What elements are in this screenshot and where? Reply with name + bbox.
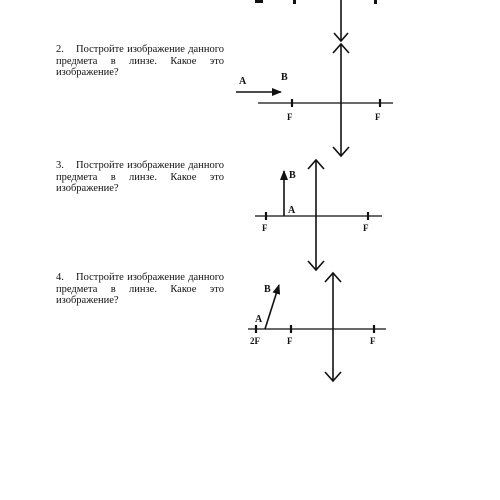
problem-4-number: 4.	[56, 272, 64, 283]
problem-4-focus-right-label: F	[370, 336, 376, 346]
problem-3-label-a: A	[288, 205, 296, 216]
problem-2-number: 2.	[56, 44, 64, 55]
problem-2-focus-left-label: F	[287, 112, 293, 122]
top-partial-diagram	[255, 0, 377, 41]
top-label-fragment-3	[374, 0, 377, 4]
problem-2-focus-right-label: F	[375, 112, 381, 122]
top-label-fragment-1	[255, 0, 263, 3]
problem-3-focus-right-label: F	[363, 223, 369, 233]
problem-2-statement: Постройте изображение данного предмета в линзе. Какое это изображение?	[56, 44, 224, 78]
problem-2-label-a: A	[239, 76, 247, 87]
problem-4-2f-label: 2F	[250, 336, 260, 346]
problem-4-diagram	[248, 273, 386, 381]
top-label-fragment-2	[293, 0, 296, 4]
problem-3-statement: Постройте изображение данного предмета в линзе. Какое это изображение?	[56, 160, 224, 194]
problem-4-statement: Постройте изображение данного предмета в линзе. Какое это изображение?	[56, 272, 224, 306]
problem-3-label-b: B	[289, 170, 296, 181]
problem-4-label-a: A	[255, 314, 263, 325]
problem-2-diagram	[236, 44, 393, 156]
problem-3-number: 3.	[56, 160, 64, 171]
problem-3-diagram	[255, 160, 382, 270]
problem-4-focus-left-label: F	[287, 336, 293, 346]
problem-3-focus-left-label: F	[262, 223, 268, 233]
problem-2-label-b: B	[281, 72, 288, 83]
problem-4-label-b: B	[264, 284, 271, 295]
